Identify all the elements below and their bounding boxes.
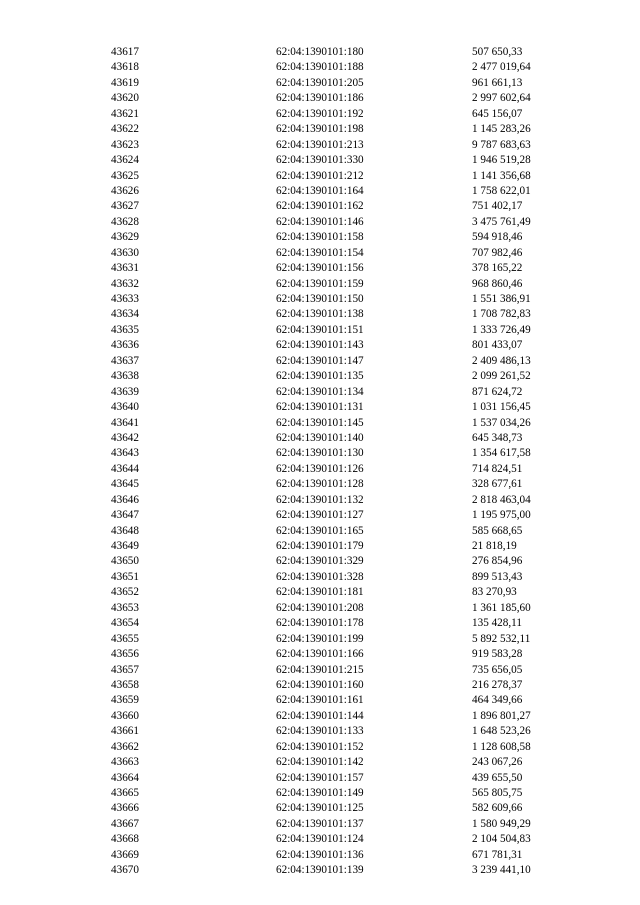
- cadastral-number-cell: 62:04:1390101:157: [276, 771, 364, 784]
- table-row: [111, 601, 551, 616]
- table-row: [111, 462, 551, 477]
- table-row: [111, 863, 551, 878]
- row-number-cell: 43637: [111, 354, 139, 367]
- cadastral-value-cell: 507 650,33: [472, 46, 523, 58]
- row-number-cell: 43664: [111, 771, 139, 784]
- cadastral-number-cell: 62:04:1390101:150: [276, 293, 364, 305]
- cadastral-value-cell: 3 239 441,10: [472, 864, 531, 877]
- row-number-cell: 43627: [111, 200, 139, 213]
- cadastral-number-cell: 62:04:1390101:125: [276, 802, 364, 815]
- cadastral-value-cell: 2 099 261,52: [472, 370, 531, 383]
- cadastral-value-cell: 671 781,31: [472, 848, 523, 861]
- table-row: [111, 323, 551, 338]
- cadastral-value-cell: 751 402,17: [472, 200, 523, 213]
- cadastral-number-cell: 62:04:1390101:186: [276, 92, 364, 105]
- cadastral-value-cell: 1 195 975,00: [472, 509, 531, 522]
- table-row: [111, 616, 551, 631]
- row-number-cell: 43662: [111, 740, 139, 753]
- cadastral-number-cell: 62:04:1390101:198: [276, 123, 364, 136]
- table-row: [111, 585, 551, 600]
- cadastral-value-cell: 243 067,26: [472, 756, 523, 769]
- row-number-cell: 43656: [111, 648, 139, 661]
- row-number-cell: 43626: [111, 184, 139, 197]
- cadastral-value-cell: 1 758 622,01: [472, 184, 531, 197]
- table-row: [111, 122, 551, 137]
- cadastral-value-cell: 961 661,13: [472, 76, 523, 89]
- table-row: [111, 215, 551, 230]
- cadastral-value-cell: 1 128 608,58: [472, 740, 531, 753]
- cadastral-value-cell: 464 349,66: [472, 694, 523, 707]
- table-row: [111, 369, 551, 384]
- cadastral-value-cell: 899 513,43: [472, 570, 523, 583]
- cadastral-value-cell: 1 333 726,49: [472, 323, 531, 336]
- row-number-cell: 43642: [111, 431, 139, 444]
- cadastral-number-cell: 62:04:1390101:147: [276, 354, 364, 367]
- table-row: [111, 292, 551, 307]
- cadastral-number-cell: 62:04:1390101:162: [276, 200, 364, 213]
- table-row: [111, 45, 551, 60]
- row-number-cell: 43655: [111, 632, 139, 645]
- cadastral-value-cell: 1 141 356,68: [472, 169, 531, 182]
- cadastral-number-cell: 62:04:1390101:134: [276, 385, 364, 398]
- cadastral-number-cell: 62:04:1390101:199: [276, 632, 364, 645]
- table-row: [111, 678, 551, 693]
- table-row: [111, 230, 551, 245]
- table-row: [111, 570, 551, 585]
- cadastral-number-cell: 62:04:1390101:205: [276, 76, 364, 89]
- row-number-cell: 43658: [111, 678, 139, 691]
- cadastral-value-cell: 135 428,11: [472, 617, 522, 630]
- cadastral-value-cell: 2 818 463,04: [472, 493, 531, 506]
- cadastral-value-cell: 1 354 617,58: [472, 447, 531, 460]
- row-number-cell: 43628: [111, 215, 139, 228]
- cadastral-value-cell: 5 892 532,11: [472, 632, 531, 645]
- row-number-cell: 43632: [111, 277, 139, 290]
- cadastral-value-table: [111, 45, 551, 879]
- cadastral-value-cell: 645 348,73: [472, 431, 523, 444]
- cadastral-value-cell: 1 145 283,26: [472, 123, 531, 136]
- cadastral-value-cell: 1 537 034,26: [472, 416, 531, 429]
- row-number-cell: 43666: [111, 802, 139, 815]
- row-number-cell: 43659: [111, 694, 139, 707]
- cadastral-number-cell: 62:04:1390101:126: [276, 462, 364, 475]
- table-row: [111, 801, 551, 816]
- table-row: [111, 508, 551, 523]
- row-number-cell: 43635: [111, 323, 139, 336]
- row-number-cell: 43629: [111, 231, 139, 244]
- cadastral-value-cell: 2 409 486,13: [472, 354, 531, 367]
- table-row: [111, 740, 551, 755]
- row-number-cell: 43645: [111, 478, 139, 491]
- cadastral-value-cell: 378 165,22: [472, 262, 523, 275]
- cadastral-number-cell: 62:04:1390101:161: [276, 694, 364, 707]
- table-row: [111, 199, 551, 214]
- cadastral-value-cell: 565 805,75: [472, 787, 523, 799]
- table-row: [111, 554, 551, 569]
- row-number-cell: 43640: [111, 401, 139, 414]
- table-row: [111, 709, 551, 724]
- cadastral-number-cell: 62:04:1390101:158: [276, 231, 364, 244]
- cadastral-number-cell: 62:04:1390101:178: [276, 617, 364, 630]
- row-number-cell: 43643: [111, 447, 139, 460]
- table-row: [111, 431, 551, 446]
- cadastral-value-cell: 801 433,07: [472, 339, 523, 352]
- table-row: [111, 138, 551, 153]
- cadastral-number-cell: 62:04:1390101:188: [276, 61, 364, 74]
- table-row: [111, 184, 551, 199]
- table-row: [111, 107, 551, 122]
- cadastral-value-cell: 1 896 801,27: [472, 709, 531, 722]
- table-row: [111, 400, 551, 415]
- cadastral-value-cell: 714 824,51: [472, 462, 523, 475]
- table-row: [111, 307, 551, 322]
- row-number-cell: 43649: [111, 540, 139, 552]
- row-number-cell: 43619: [111, 76, 139, 89]
- cadastral-value-cell: 2 104 504,83: [472, 833, 531, 846]
- table-row: [111, 76, 551, 91]
- row-number-cell: 43631: [111, 262, 139, 275]
- cadastral-number-cell: 62:04:1390101:165: [276, 524, 364, 537]
- cadastral-value-cell: 594 918,46: [472, 231, 523, 244]
- row-number-cell: 43669: [111, 848, 139, 861]
- cadastral-number-cell: 62:04:1390101:145: [276, 416, 364, 429]
- row-number-cell: 43618: [111, 61, 139, 74]
- table-row: [111, 724, 551, 739]
- cadastral-value-cell: 83 270,93: [472, 586, 517, 599]
- row-number-cell: 43647: [111, 509, 139, 522]
- row-number-cell: 43639: [111, 385, 139, 398]
- table-row: [111, 647, 551, 662]
- table-row: [111, 632, 551, 647]
- table-row: [111, 524, 551, 539]
- table-row: [111, 60, 551, 75]
- cadastral-number-cell: 62:04:1390101:143: [276, 339, 364, 352]
- cadastral-value-cell: 1 708 782,83: [472, 308, 531, 321]
- cadastral-number-cell: 62:04:1390101:213: [276, 138, 364, 151]
- cadastral-number-cell: 62:04:1390101:215: [276, 663, 364, 676]
- table-row: [111, 169, 551, 184]
- cadastral-value-cell: 216 278,37: [472, 678, 523, 691]
- cadastral-number-cell: 62:04:1390101:137: [276, 817, 364, 830]
- row-number-cell: 43654: [111, 617, 139, 630]
- row-number-cell: 43644: [111, 462, 139, 475]
- cadastral-value-cell: 439 655,50: [472, 771, 523, 784]
- row-number-cell: 43651: [111, 570, 139, 583]
- table-row: [111, 91, 551, 106]
- cadastral-number-cell: 62:04:1390101:179: [276, 540, 364, 552]
- cadastral-value-cell: 2 997 602,64: [472, 92, 531, 105]
- cadastral-value-cell: 707 982,46: [472, 246, 523, 259]
- cadastral-number-cell: 62:04:1390101:160: [276, 678, 364, 691]
- table-row: [111, 477, 551, 492]
- row-number-cell: 43617: [111, 46, 139, 58]
- cadastral-number-cell: 62:04:1390101:128: [276, 478, 364, 491]
- table-row: [111, 277, 551, 292]
- cadastral-number-cell: 62:04:1390101:140: [276, 431, 364, 444]
- cadastral-number-cell: 62:04:1390101:329: [276, 555, 364, 568]
- row-number-cell: 43625: [111, 169, 139, 182]
- cadastral-number-cell: 62:04:1390101:154: [276, 246, 364, 259]
- cadastral-value-cell: 1 946 519,28: [472, 154, 531, 167]
- table-row: [111, 338, 551, 353]
- row-number-cell: 43665: [111, 787, 139, 799]
- cadastral-value-cell: 582 609,66: [472, 802, 523, 815]
- cadastral-number-cell: 62:04:1390101:133: [276, 725, 364, 738]
- cadastral-number-cell: 62:04:1390101:166: [276, 648, 364, 661]
- cadastral-value-cell: 585 668,65: [472, 524, 523, 537]
- cadastral-value-cell: 1 648 523,26: [472, 725, 531, 738]
- table-row: [111, 539, 551, 554]
- row-number-cell: 43663: [111, 756, 139, 769]
- row-number-cell: 43653: [111, 601, 139, 614]
- row-number-cell: 43646: [111, 493, 139, 506]
- row-number-cell: 43648: [111, 524, 139, 537]
- table-row: [111, 493, 551, 508]
- row-number-cell: 43621: [111, 107, 139, 120]
- cadastral-value-cell: 276 854,96: [472, 555, 523, 568]
- row-number-cell: 43630: [111, 246, 139, 259]
- cadastral-number-cell: 62:04:1390101:208: [276, 601, 364, 614]
- table-row: [111, 693, 551, 708]
- cadastral-number-cell: 62:04:1390101:124: [276, 833, 364, 846]
- cadastral-number-cell: 62:04:1390101:132: [276, 493, 364, 506]
- row-number-cell: 43641: [111, 416, 139, 429]
- cadastral-value-cell: 735 656,05: [472, 663, 523, 676]
- row-number-cell: 43623: [111, 138, 139, 151]
- row-number-cell: 43638: [111, 370, 139, 383]
- row-number-cell: 43650: [111, 555, 139, 568]
- cadastral-number-cell: 62:04:1390101:164: [276, 184, 364, 197]
- row-number-cell: 43660: [111, 709, 139, 722]
- cadastral-value-cell: 9 787 683,63: [472, 138, 531, 151]
- cadastral-number-cell: 62:04:1390101:156: [276, 262, 364, 275]
- cadastral-number-cell: 62:04:1390101:144: [276, 709, 364, 722]
- table-row: [111, 153, 551, 168]
- cadastral-number-cell: 62:04:1390101:330: [276, 154, 364, 167]
- table-row: [111, 832, 551, 847]
- cadastral-value-cell: 1 361 185,60: [472, 601, 531, 614]
- cadastral-number-cell: 62:04:1390101:149: [276, 787, 364, 799]
- table-row: [111, 385, 551, 400]
- cadastral-value-cell: 645 156,07: [472, 107, 523, 120]
- row-number-cell: 43622: [111, 123, 139, 136]
- table-row: [111, 663, 551, 678]
- cadastral-number-cell: 62:04:1390101:139: [276, 864, 364, 877]
- cadastral-number-cell: 62:04:1390101:138: [276, 308, 364, 321]
- row-number-cell: 43633: [111, 293, 139, 305]
- cadastral-number-cell: 62:04:1390101:181: [276, 586, 364, 599]
- cadastral-number-cell: 62:04:1390101:136: [276, 848, 364, 861]
- table-row: [111, 446, 551, 461]
- cadastral-value-cell: 3 475 761,49: [472, 215, 531, 228]
- cadastral-value-cell: 1 580 949,29: [472, 817, 531, 830]
- table-row: [111, 786, 551, 801]
- table-row: [111, 848, 551, 863]
- row-number-cell: 43668: [111, 833, 139, 846]
- row-number-cell: 43661: [111, 725, 139, 738]
- cadastral-value-cell: 21 818,19: [472, 540, 517, 552]
- cadastral-number-cell: 62:04:1390101:146: [276, 215, 364, 228]
- row-number-cell: 43620: [111, 92, 139, 105]
- cadastral-number-cell: 62:04:1390101:328: [276, 570, 364, 583]
- cadastral-number-cell: 62:04:1390101:152: [276, 740, 364, 753]
- table-row: [111, 246, 551, 261]
- cadastral-number-cell: 62:04:1390101:192: [276, 107, 364, 120]
- cadastral-number-cell: 62:04:1390101:151: [276, 323, 364, 336]
- cadastral-value-cell: 1 031 156,45: [472, 401, 531, 414]
- cadastral-number-cell: 62:04:1390101:135: [276, 370, 364, 383]
- cadastral-value-cell: 919 583,28: [472, 648, 523, 661]
- table-row: [111, 755, 551, 770]
- table-row: [111, 817, 551, 832]
- cadastral-number-cell: 62:04:1390101:142: [276, 756, 364, 769]
- table-row: [111, 354, 551, 369]
- row-number-cell: 43670: [111, 864, 139, 877]
- row-number-cell: 43652: [111, 586, 139, 599]
- row-number-cell: 43624: [111, 154, 139, 167]
- row-number-cell: 43657: [111, 663, 139, 676]
- cadastral-value-cell: 871 624,72: [472, 385, 523, 398]
- row-number-cell: 43667: [111, 817, 139, 830]
- cadastral-number-cell: 62:04:1390101:159: [276, 277, 364, 290]
- cadastral-value-cell: 968 860,46: [472, 277, 523, 290]
- table-row: [111, 416, 551, 431]
- cadastral-number-cell: 62:04:1390101:127: [276, 509, 364, 522]
- table-row: [111, 771, 551, 786]
- cadastral-number-cell: 62:04:1390101:180: [276, 46, 364, 58]
- cadastral-number-cell: 62:04:1390101:212: [276, 169, 364, 182]
- cadastral-number-cell: 62:04:1390101:131: [276, 401, 364, 414]
- cadastral-value-cell: 1 551 386,91: [472, 293, 531, 305]
- cadastral-value-cell: 2 477 019,64: [472, 61, 531, 74]
- row-number-cell: 43634: [111, 308, 139, 321]
- cadastral-number-cell: 62:04:1390101:130: [276, 447, 364, 460]
- cadastral-value-cell: 328 677,61: [472, 478, 523, 491]
- row-number-cell: 43636: [111, 339, 139, 352]
- table-row: [111, 261, 551, 276]
